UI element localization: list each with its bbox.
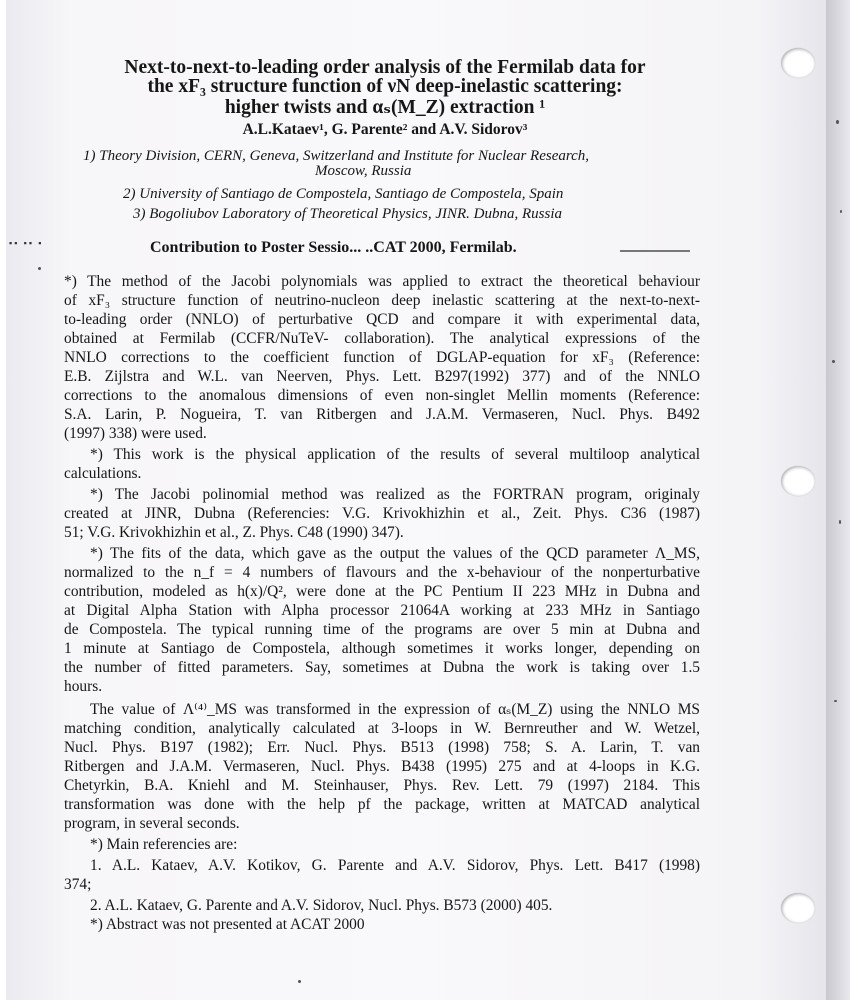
affiliation-3: 3) Bogoliubov Laboratory of Theoretical Physics, JINR. Dubna, Russia — [133, 206, 562, 222]
body-line: The value of Λ⁽⁴⁾_MS was transformed in the expression of αₛ(M_Z) using the NNLO MS — [90, 701, 700, 718]
body-line: E.B. Zijlstra and W.L. van Neerven, Phys. Lett. B297(1992) 377) and of the NNLO — [64, 368, 700, 385]
body-line: created at JINR, Dubna (Referencies: V.G. Krivokhizhin et al., Zeit. Phys. C36 (1987) — [64, 505, 700, 522]
scan-dash — [620, 250, 690, 252]
scan-edge — [826, 0, 850, 1000]
body-line: *) This work is the physical application of the results of several multiloop analytical — [90, 446, 700, 463]
scan-speck — [298, 980, 301, 983]
body-line: (1997) 338) were used. — [64, 425, 207, 442]
reference-2: 2. A.L. Kataev, G. Parente and A.V. Sidorov, Nucl. Phys. B573 (2000) 405. — [90, 897, 553, 914]
body-line: hours. — [64, 678, 103, 695]
scan-speck — [834, 700, 837, 702]
body-line: transformation was done with the help pf the package, written at MATCAD analytical — [64, 796, 700, 813]
body-line: Nucl. Phys. B197 (1982); Err. Nucl. Phys. B513 (1998) 758; S. A. Larin, T. van — [64, 739, 700, 756]
body-line: S.A. Larin, P. Nogueira, T. van Ritbergen and J.A.M. Vermaseren, Nucl. Phys. B492 — [64, 406, 700, 423]
body-line: *) The fits of the data, which gave as the output the values of the QCD parameter Λ_MS, — [90, 545, 700, 562]
body-line: *) The Jacobi polinomial method was realized as the FORTRAN program, originaly — [90, 486, 700, 503]
body-line: Ritbergen and J.A.M. Vermaseren, Nucl. Phys. B438 (1995) 275 and at 4-loops in K.G. — [64, 758, 700, 775]
scan-speck — [38, 267, 41, 270]
body-line: *) The method of the Jacobi polynomials was applied to extract the theoretical behaviour — [64, 273, 700, 290]
poster-session-line: Contribution to Poster Sessio... ..CAT 2000, Fermilab. — [150, 239, 517, 256]
body-line: obtained at Fermilab (CCFR/NuTeV- collaboration). The analytical expressions of the — [64, 330, 700, 347]
body-line: normalized to the n_f = 4 numbers of flavours and the x-behaviour of the nonperturbative — [64, 564, 700, 581]
body-line: matching condition, analytically calculated at 3-loops in W. Bernreuther and W. Wetzel, — [64, 720, 700, 737]
body-line: of xF₃ structure function of neutrino-nucleon deep inelastic scattering at the next-to-next- — [64, 292, 700, 309]
body-line: de Compostela. The typical running time of the programs are over 5 min at Dubna and — [64, 621, 700, 638]
body-line: to-leading order (NNLO) of perturbative QCD and compare it with experimental data, — [64, 311, 700, 328]
scan-speck — [836, 120, 839, 124]
body-line: *) Main referencies are: — [90, 836, 238, 853]
author-list: A.L.Kataev¹, G. Parente² and A.V. Sidorov³ — [242, 121, 528, 138]
body-line: Chetyrkin, B.A. Kniehl and M. Steinhauser, Phys. Rev. Lett. 79 (1997) 2184. This — [64, 777, 700, 794]
affiliation-1-cont: Moscow, Russia — [315, 163, 412, 179]
reference-1: 1. A.L. Kataev, A.V. Kotikov, G. Parente and A.V. Sidorov, Phys. Lett. B417 (1998) — [90, 857, 700, 874]
scan-speck — [832, 360, 835, 363]
body-line: 1 minute at Santiago de Compostela, although sometimes it works longer, depending on — [64, 640, 700, 657]
punch-hole — [781, 893, 815, 923]
body-line: program, in several seconds. — [64, 815, 240, 832]
scan-speck — [840, 210, 842, 213]
paper-title-line-2: the xF₃ structure function of νN deep-inelastic scattering: — [147, 76, 623, 97]
body-line: NNLO corrections to the coefficient function of DGLAP-equation for xF₃ (Reference: — [64, 349, 700, 366]
body-line: at Digital Alpha Station with Alpha processor 21064A working at 233 MHz in Santiago — [64, 602, 700, 619]
body-line: 51; V.G. Krivokhizhin et al., Z. Phys. C48 (1990) 347). — [64, 524, 404, 541]
punch-hole — [781, 48, 815, 78]
body-line: contribution, modeled as h(x)/Q², were done at the PC Pentium II 223 MHz in Dubna and — [64, 583, 700, 600]
punch-hole — [781, 466, 815, 496]
paper-title-line-1: Next-to-next-to-leading order analysis of the Fermilab data for — [124, 57, 646, 78]
body-line: calculations. — [64, 465, 142, 482]
body-line: corrections to the anomalous dimensions of even non-singlet Mellin moments (Reference: — [64, 387, 700, 404]
affiliation-2: 2) University of Santiago de Compostela, Santiago de Compostela, Spain — [123, 186, 564, 202]
reference-1-cont: 374; — [64, 876, 92, 893]
margin-mark: ▪▪ ▪▪ ▪ — [9, 238, 44, 248]
paper-title-line-3: higher twists and αₛ(M_Z) extraction ¹ — [224, 97, 546, 118]
body-line: the number of fitted parameters. Say, sometimes at Dubna the work is taking over 1.5 — [64, 659, 700, 676]
scan-speck — [839, 520, 841, 524]
affiliation-1: 1) Theory Division, CERN, Geneva, Switzerland and Institute for Nuclear Research, — [83, 148, 590, 164]
closing-note: *) Abstract was not presented at ACAT 2000 — [90, 916, 365, 933]
